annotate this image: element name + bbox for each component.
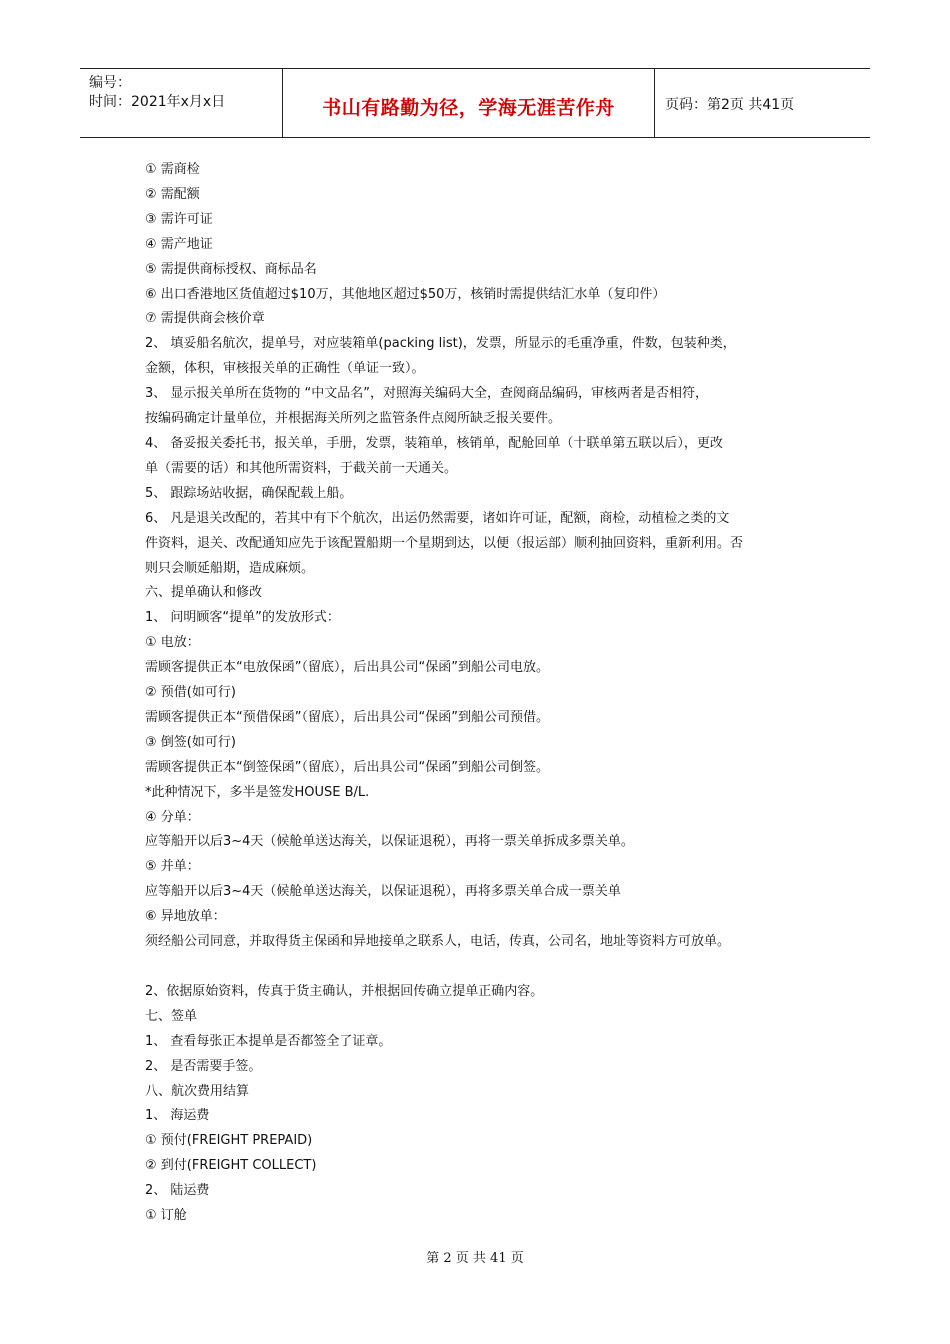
header-motto-cell: [283, 69, 655, 137]
text-line: 1、 问明顾客“提单”的发放形式：: [145, 610, 340, 626]
text-line: *此种情况下，多半是签发HOUSE B/L.: [145, 784, 370, 800]
text-line: ② 到付(FREIGHT COLLECT): [145, 1158, 317, 1174]
text-line: 应等船开以后3~4天（候舱单送达海关，以保证退税），再将多票关单合成一票关单: [145, 884, 621, 900]
text-line: 2、依据原始资料，传真于货主确认，并根据回传确立提单正确内容。: [145, 983, 544, 999]
text-line: ② 预借(如可行): [145, 685, 236, 701]
text-line: 1、 查看每张正本提单是否都签全了证章。: [145, 1033, 392, 1049]
text-line: 七、签单: [145, 1008, 198, 1024]
text-line: ⑥ 出口香港地区货值超过$10万，其他地区超过$50万，核销时需提供结汇水单（复印件）: [145, 286, 666, 302]
text-line: ① 订舱: [145, 1208, 187, 1224]
page-info: 页码：第2页 共41页: [665, 97, 795, 113]
text-line: 应等船开以后3~4天（候舱单送达海关，以保证退税），再将一票关单拆成多票关单。: [145, 834, 634, 850]
number-label: 编号：: [89, 75, 131, 91]
text-line: ④ 需产地证: [145, 236, 213, 252]
header-page-cell: [655, 69, 870, 137]
text-line: 则只会顺延船期，造成麻烦。: [145, 560, 315, 576]
text-line: 1、 海运费: [145, 1108, 210, 1124]
text-line: 5、 跟踪场站收据，确保配载上船。: [145, 485, 353, 501]
motto: 书山有路勤为径，学海无涯苦作舟: [322, 97, 615, 119]
time-label: 时间：2021年x月x日: [89, 94, 226, 110]
text-line: 六、提单确认和修改: [145, 585, 263, 601]
text-line: 3、 显示报关单所在货物的 “中文品名”，对照海关编码大全，查阅商品编码，审核两者是否相符，: [145, 386, 709, 402]
text-line: 金额，体积，审核报关单的正确性（单证一致）。: [145, 361, 425, 377]
document-body: [145, 158, 815, 1229]
text-line: 6、 凡是退关改配的，若其中有下个航次，出运仍然需要，诸如许可证，配额，商检，动植检之类的文: [145, 510, 730, 526]
page-header: [80, 68, 870, 138]
text-line: 单（需要的话）和其他所需资料，于截关前一天通关。: [145, 460, 458, 476]
text-line: [145, 955, 815, 980]
text-line: 需顾客提供正本“电放保函”（留底），后出具公司“保函”到船公司电放。: [145, 660, 549, 676]
text-line: ① 电放：: [145, 635, 200, 651]
text-line: 需顾客提供正本“预借保函”（留底），后出具公司“保函”到船公司预借。: [145, 709, 549, 725]
text-line: 八、航次费用结算: [145, 1083, 250, 1099]
header-info-cell: [80, 69, 283, 137]
text-line: 须经船公司同意，并取得货主保函和异地接单之联系人，电话，传真，公司名，地址等资料方可放单。: [145, 934, 731, 950]
text-line: ④ 分单：: [145, 809, 200, 825]
text-line: ③ 需许可证: [145, 211, 213, 227]
text-line: ⑦ 需提供商会核价章: [145, 311, 265, 327]
text-line: 4、 备妥报关委托书，报关单，手册，发票，装箱单，核销单，配舱回单（十联单第五联以后），更改: [145, 435, 723, 451]
text-line: 2、 是否需要手签。: [145, 1058, 262, 1074]
text-line: ⑥ 异地放单：: [145, 909, 226, 925]
text-line: 件资料，退关、改配通知应先于该配置船期一个星期到达，以便（报运部）顺利抽回资料，重新利用。否: [145, 535, 744, 551]
text-line: ① 需商检: [145, 162, 200, 177]
text-line: 需顾客提供正本“倒签保函”（留底），后出具公司“保函”到船公司倒签。: [145, 759, 549, 775]
text-line: 2、 填妥船名航次，提单号，对应装箱单(packing list)，发票，所显示的毛重净重，件数，包装种类，: [145, 336, 736, 352]
text-line: ⑤ 并单：: [145, 859, 200, 875]
text-line: 按编码确定计量单位，并根据海关所列之监管条件点阅所缺乏报关要件。: [145, 411, 562, 427]
text-line: 2、 陆运费: [145, 1183, 210, 1199]
text-line: ① 预付(FREIGHT PREPAID): [145, 1133, 313, 1149]
page-footer: 第 2 页 共 41 页: [426, 1251, 524, 1266]
text-line: ③ 倒签(如可行): [145, 734, 236, 750]
text-line: ⑤ 需提供商标授权、商标品名: [145, 261, 317, 277]
text-line: ② 需配额: [145, 186, 200, 202]
